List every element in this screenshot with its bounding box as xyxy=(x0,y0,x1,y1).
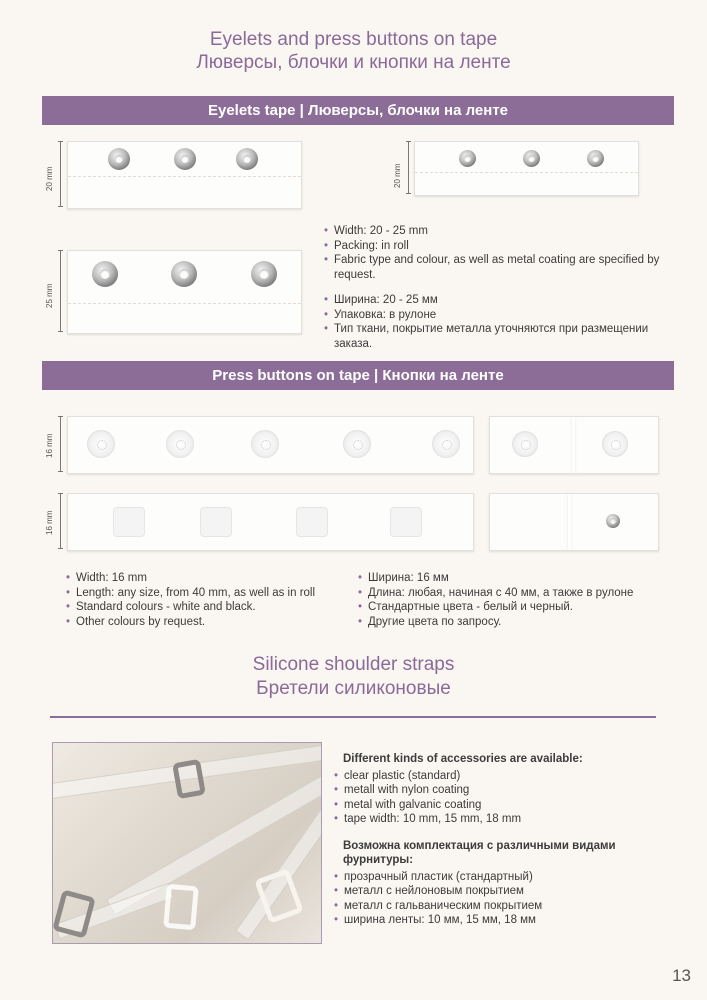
press-buttons-tape-image xyxy=(67,493,474,551)
snap-icon xyxy=(166,430,194,458)
dimension-line xyxy=(60,141,61,207)
dimension-line xyxy=(60,250,61,332)
section-divider xyxy=(50,716,656,718)
snap-icon xyxy=(113,507,145,537)
accessories-heading-ru: Возможна комплектация с различными видами фурнитуры: xyxy=(343,839,616,866)
spec-item: • metal with galvanic coating xyxy=(334,798,669,813)
press-buttons-tape-image xyxy=(67,416,474,474)
snap-icon xyxy=(512,431,538,457)
spec-item: • tape width: 10 mm, 15 mm, 18 mm xyxy=(334,812,669,827)
eyelets-band: Eyelets tape | Люверсы, блочки на ленте xyxy=(42,96,674,125)
press-buttons-specs-en xyxy=(66,571,356,629)
eyelets-tape-image xyxy=(67,250,302,334)
spec-item: • Упаковка: в рулоне xyxy=(324,308,669,323)
snap-icon xyxy=(602,431,628,457)
spec-item: • Другие цвета по запросу. xyxy=(358,615,678,630)
hook-icon xyxy=(163,884,199,931)
press-buttons-band: Press buttons on tape | Кнопки на ленте xyxy=(42,361,674,390)
snap-icon xyxy=(343,430,371,458)
spec-item: • Length: any size, from 40 mm, as well as in roll xyxy=(66,586,356,601)
spec-item: • Fabric type and colour, as well as metal coating are specified by request. xyxy=(324,253,669,282)
dimension-line xyxy=(60,416,61,472)
snap-icon xyxy=(390,507,422,537)
dimension-label: 25 mm xyxy=(45,283,54,308)
dimension-line xyxy=(60,493,61,549)
spec-item: • Ширина: 20 - 25 мм xyxy=(324,293,669,308)
spec-item: • прозрачный пластик (стандартный) xyxy=(334,870,669,885)
eyelet-icon xyxy=(171,261,197,287)
dimension-label: 16 mm xyxy=(45,433,54,458)
spec-item: • ширина ленты: 10 мм, 15 мм, 18 мм xyxy=(334,913,669,928)
snap-icon xyxy=(200,507,232,537)
spec-item: • Ширина: 16 мм xyxy=(358,571,678,586)
dimension-label: 20 mm xyxy=(393,163,402,188)
eyelet-icon xyxy=(174,148,196,170)
spec-item: • Packing: in roll xyxy=(324,239,669,254)
spec-item: • Other colours by request. xyxy=(66,615,356,630)
dimension-line xyxy=(408,141,409,194)
spec-item: • Standard colours - white and black. xyxy=(66,600,356,615)
press-buttons-closeup-image xyxy=(489,416,659,474)
spec-item: • clear plastic (standard) xyxy=(334,769,669,784)
eyelets-tape-image xyxy=(414,141,639,196)
spec-item: • Тип ткани, покрытие металла уточняются при размещении заказа. xyxy=(324,322,669,351)
dimension-label: 20 mm xyxy=(45,166,54,191)
silicone-straps-photo xyxy=(52,742,322,944)
dimension-label: 16 mm xyxy=(45,510,54,535)
silicone-specs xyxy=(334,752,669,928)
press-buttons-closeup-image xyxy=(489,493,659,551)
eyelet-icon xyxy=(251,261,277,287)
snap-icon xyxy=(251,430,279,458)
page-number: 13 xyxy=(672,966,691,985)
eyelet-icon xyxy=(459,150,476,167)
snap-icon xyxy=(296,507,328,537)
eyelets-specs xyxy=(324,224,669,351)
hook-icon xyxy=(172,759,206,799)
eyelet-icon xyxy=(92,261,118,287)
spec-item: • metall with nylon coating xyxy=(334,783,669,798)
silicone-title-en: Silicone shoulder straps xyxy=(252,654,455,675)
spec-item: • металл с нейлоновым покрытием xyxy=(334,884,669,899)
spec-item: • Width: 20 - 25 mm xyxy=(324,224,669,239)
eyelet-icon xyxy=(108,148,130,170)
spec-item: • Width: 16 mm xyxy=(66,571,356,586)
accessories-heading-en: Different kinds of accessories are available: xyxy=(343,753,583,765)
eyelet-icon xyxy=(236,148,258,170)
page-title-ru: Люверсы, блочки и кнопки на ленте xyxy=(196,52,511,73)
eyelet-icon xyxy=(587,150,604,167)
eyelet-icon xyxy=(606,514,620,528)
spec-item: • Длина: любая, начиная с 40 мм, а также в рулоне xyxy=(358,586,678,601)
eyelets-tape-image xyxy=(67,141,302,209)
spec-item: • металл с гальваническим покрытием xyxy=(334,899,669,914)
spec-item: • Стандартные цвета - белый и черный. xyxy=(358,600,678,615)
snap-icon xyxy=(432,430,460,458)
silicone-title-ru: Бретели силиконовые xyxy=(256,678,451,699)
hook-icon xyxy=(52,889,96,938)
page-title-en: Eyelets and press buttons on tape xyxy=(209,29,498,50)
eyelet-icon xyxy=(523,150,540,167)
snap-icon xyxy=(87,430,115,458)
press-buttons-specs-ru xyxy=(358,571,678,629)
